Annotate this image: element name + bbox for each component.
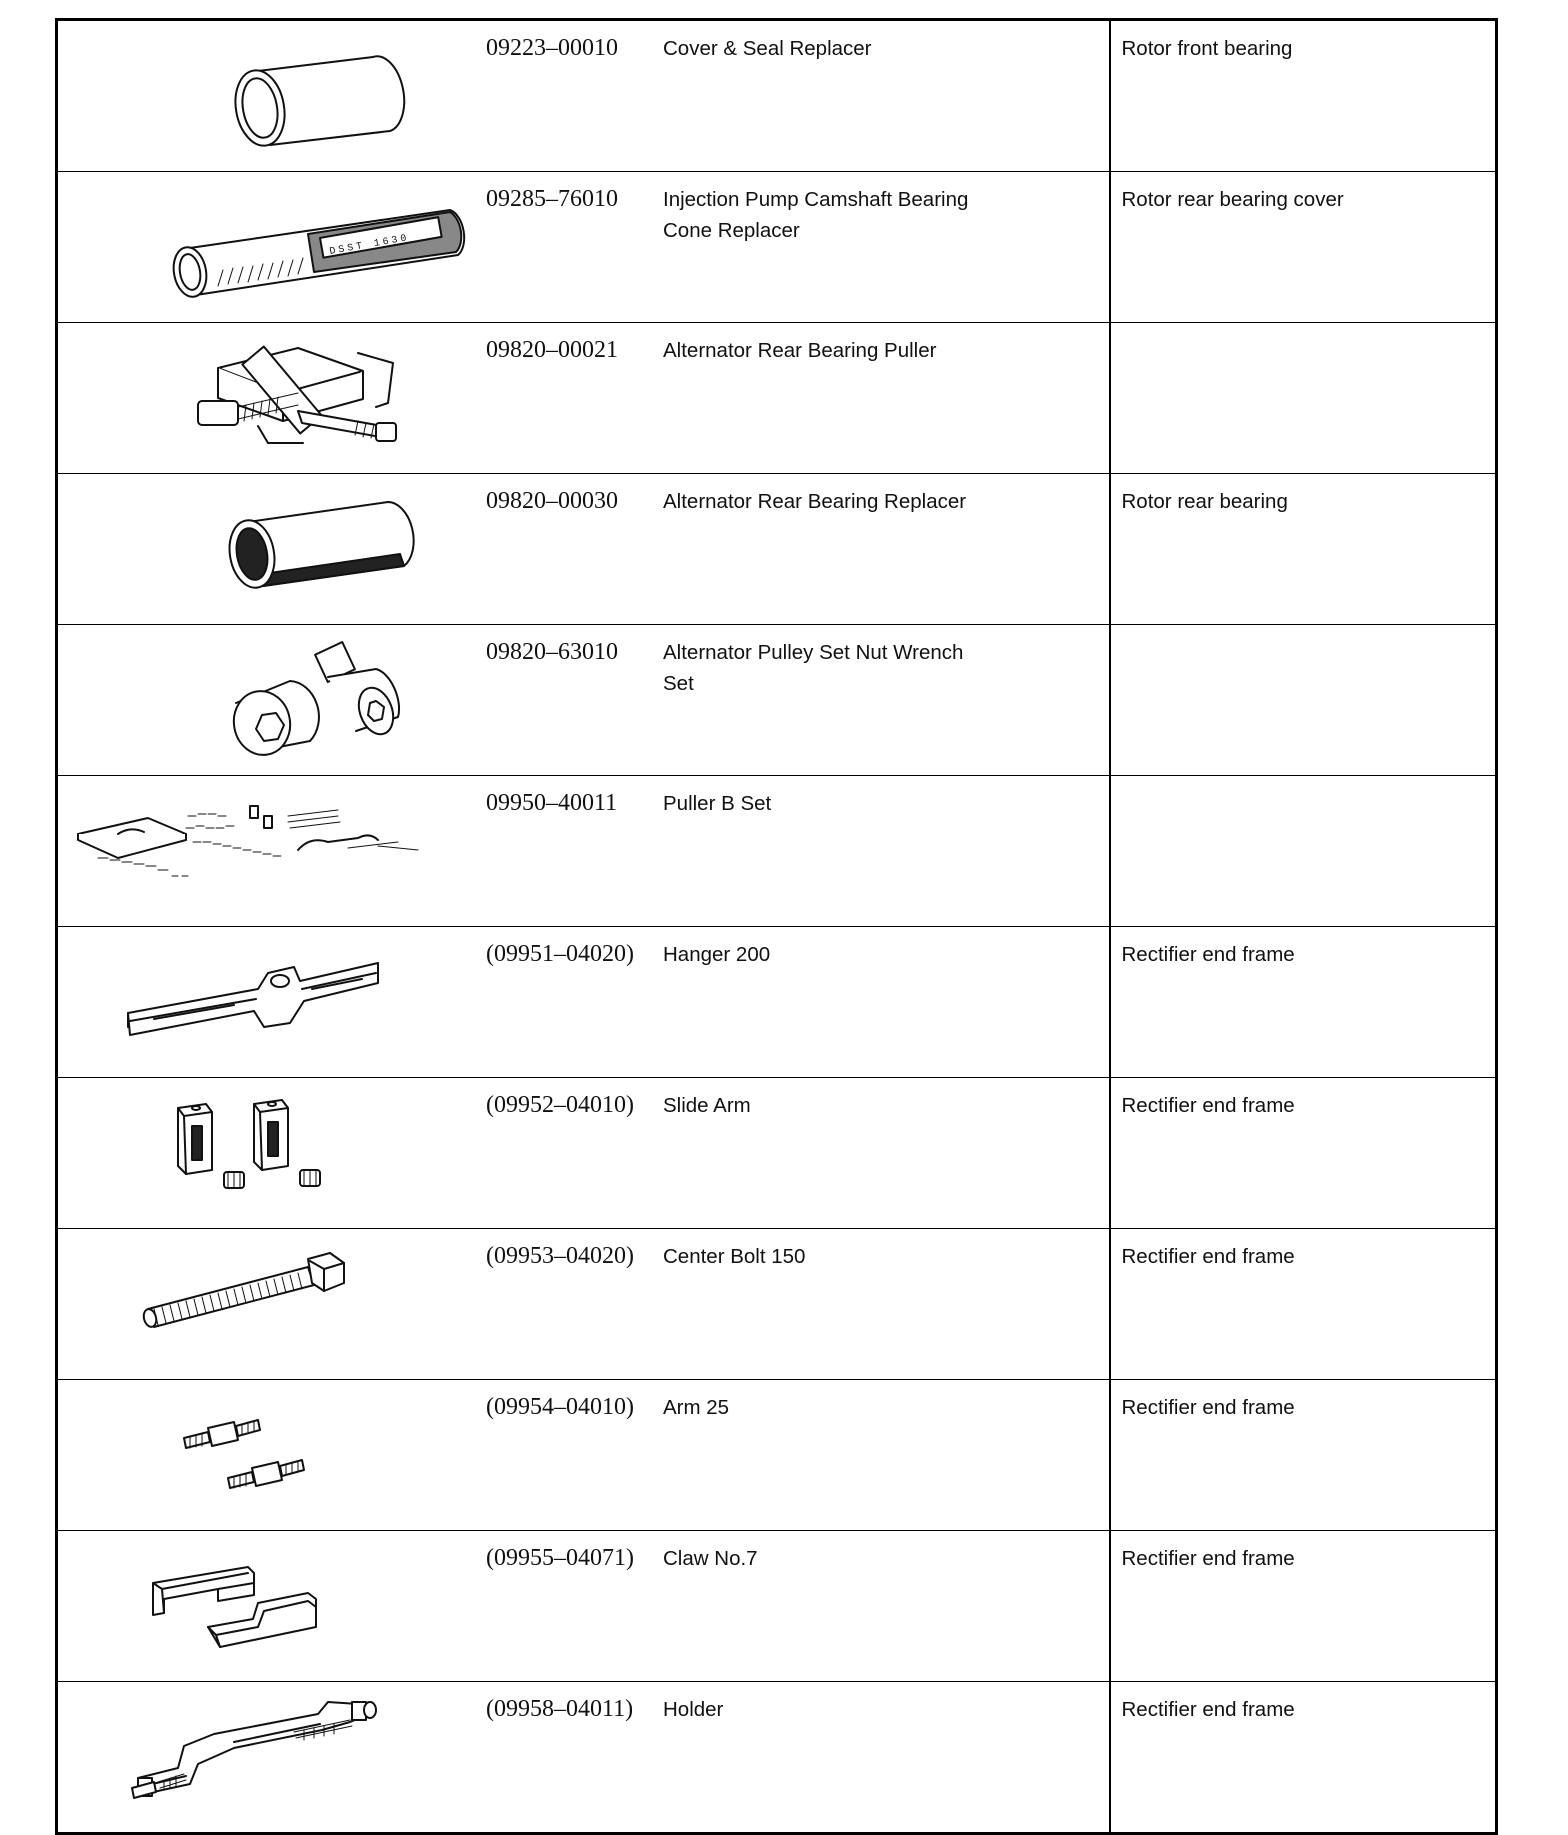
part-number: (09955–04071) [486,1545,634,1571]
tool-name: Alternator Rear Bearing Replacer [663,490,967,513]
part-number: 09950–40011 [486,790,618,816]
table-row [57,20,1497,172]
slide-arm-icon [58,1078,473,1216]
table-row [57,1531,1497,1682]
part-number: 09820–63010 [486,639,618,665]
tool-name: Alternator Pulley Set Nut Wrench Set [663,641,964,695]
tube-replacer-icon [58,474,473,612]
table-row [57,776,1497,927]
part-number: (09951–04020) [486,941,634,967]
tool-name: Hanger 200 [663,943,771,966]
tool-name: Slide Arm [663,1094,751,1117]
part-number: (09952–04010) [486,1092,634,1118]
tool-cell [57,1229,1110,1380]
tool-note: Rotor front bearing [1110,20,1497,172]
part-number: 09285–76010 [486,186,618,212]
tool-note: Rectifier end frame [1110,1531,1497,1682]
tool-name: Center Bolt 150 [663,1245,806,1268]
table-row [57,474,1497,625]
tool-note: Rectifier end frame [1110,1229,1497,1380]
tube-replacer-icon [58,21,473,159]
part-number: 09223–00010 [486,35,618,61]
part-number: (09958–04011) [486,1696,634,1722]
table-row [57,1078,1497,1229]
tool-note [1110,776,1497,927]
hanger-bar-icon [58,927,473,1065]
tool-cell [57,625,1110,776]
tool-note: Rectifier end frame [1110,1682,1497,1834]
tool-name: Alternator Rear Bearing Puller [663,339,937,362]
part-number: 09820–00030 [486,488,618,514]
claw-icon [58,1531,473,1669]
center-bolt-icon [58,1229,473,1367]
tool-cell [57,172,1110,323]
part-number: (09954–04010) [486,1394,634,1420]
part-number: 09820–00021 [486,337,618,363]
tool-cell [57,1380,1110,1531]
table-row [57,1682,1497,1834]
table-row [57,1380,1497,1531]
tool-name: Arm 25 [663,1396,730,1419]
tool-cell [57,1531,1110,1682]
puller-set-icon [58,776,473,914]
special-service-tools-table [55,18,1498,1835]
table-row [57,625,1497,776]
tool-cell [57,776,1110,927]
tool-note [1110,323,1497,474]
table-row [57,1229,1497,1380]
tool-stamp-text: DSST 1630 [328,233,411,258]
tool-cell [57,927,1110,1078]
tool-note: Rotor rear bearing cover [1110,172,1497,323]
table-row [57,927,1497,1078]
tool-name: Claw No.7 [663,1547,758,1570]
tool-cell [57,20,1110,172]
tool-cell [57,474,1110,625]
bearing-puller-icon [58,323,473,461]
tool-note [1110,625,1497,776]
tool-cell [57,323,1110,474]
tool-note: Rectifier end frame [1110,1380,1497,1531]
tool-cell [57,1682,1110,1834]
table-row [57,172,1497,323]
tool-name: Puller B Set [663,792,772,815]
tool-cell [57,1078,1110,1229]
knurled-replacer-icon [58,172,473,310]
holder-bracket-icon [58,1682,473,1820]
part-number: (09953–04020) [486,1243,634,1269]
tool-note: Rectifier end frame [1110,1078,1497,1229]
tool-note: Rotor rear bearing [1110,474,1497,625]
tool-name: Injection Pump Camshaft Bearing Cone Replacer [663,188,969,242]
tool-note: Rectifier end frame [1110,927,1497,1078]
tool-name: Holder [663,1698,724,1721]
tool-name: Cover & Seal Replacer [663,37,872,60]
arm-stud-icon [58,1380,473,1518]
table-row [57,323,1497,474]
socket-wrench-set-icon [58,625,473,763]
